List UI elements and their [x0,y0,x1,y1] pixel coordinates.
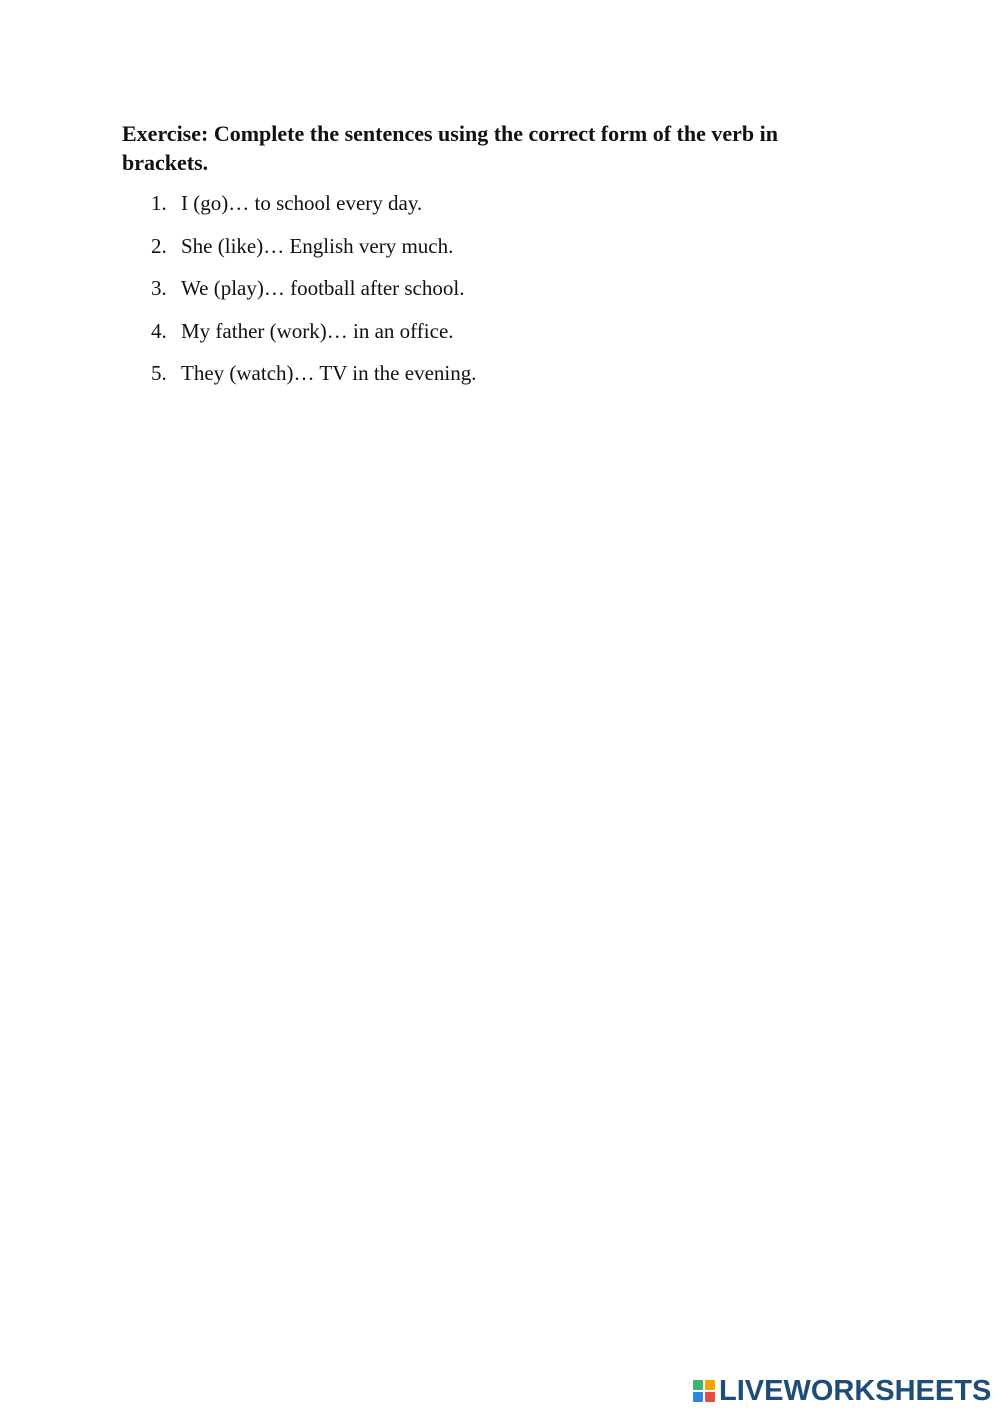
exercise-item-3 [122,267,842,310]
item-number: 5. [151,361,167,385]
item-number: 2. [151,233,167,258]
item-sentence: We (play)… football after school. [181,276,465,300]
item-number: 4. [151,318,167,343]
worksheet-content [122,119,842,395]
exercise-instruction: Exercise: Complete the sentences using the correct form of the verb in brackets. [122,121,778,175]
logo-square-blue [693,1392,703,1402]
exercise-list [122,182,842,395]
exercise-item-4 [122,310,842,353]
item-sentence: I (go)… to school every day. [181,191,423,215]
logo-square-red [705,1392,715,1402]
item-number: 1. [151,191,167,215]
liveworksheets-logo [693,1375,991,1407]
item-number: 3. [151,276,167,300]
liveworksheets-logo-icon [693,1380,715,1402]
logo-square-orange [705,1380,715,1390]
logo-wordmark: LIVEWORKSHEETS [719,1375,992,1407]
exercise-item-2 [122,225,842,268]
exercise-item-5 [122,352,842,395]
logo-square-green [693,1380,703,1390]
item-sentence: She (like)… English very much. [181,233,454,258]
exercise-item-1 [122,182,842,225]
item-sentence: They (watch)… TV in the evening. [181,361,477,385]
item-sentence: My father (work)… in an office. [181,318,454,343]
